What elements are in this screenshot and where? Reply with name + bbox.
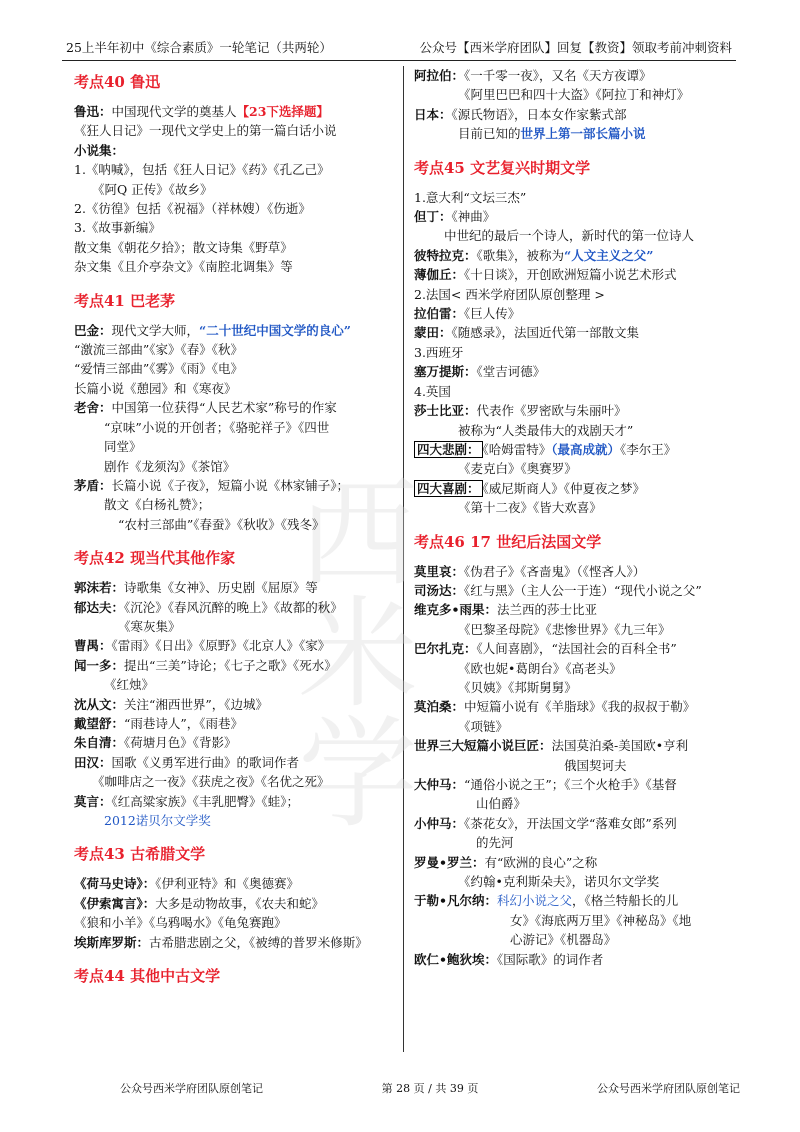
text-line: 朱自清：《荷塘月色》《背影》 [74, 735, 237, 751]
text-line: 2.法国< 西米学府团队原创整理 > [414, 286, 605, 302]
text-line: 中世纪的最后一个诗人，新时代的第一位诗人 [444, 228, 695, 244]
text-line: 薄伽丘：《十日谈》，开创欧洲短篇小说艺术形式 [414, 267, 677, 283]
left-column [74, 66, 392, 996]
text-line: 鲁迅：中国现代文学的奠基人【23下选择题】 [74, 104, 329, 119]
header-rule [62, 60, 736, 61]
text-line: 莎士比亚：代表作《罗密欧与朱丽叶》 [414, 403, 627, 419]
text-line: 山伯爵》 [476, 796, 527, 812]
text-line: “农村三部曲”《春蚕》《秋收》《残冬》 [118, 516, 325, 532]
text-line: 2.《彷徨》包括《祝福》（祥林嫂）《伤逝》 [74, 201, 311, 217]
text-line: 四大喜剧： 《威尼斯商人》《仲夏夜之梦》 [414, 479, 744, 498]
text-line: 闻一多：提出“三美”诗论；《七子之歌》《死水》 [74, 657, 337, 673]
page-number: 第 28 页 / 共 39 页 [381, 1082, 479, 1095]
text-line: 莫泊桑：中短篇小说有《羊脂球》《我的叔叔于勒》 [414, 699, 696, 715]
text-line: 同堂》 [104, 439, 142, 455]
text-line: 《约翰•克利斯朵夫》，诺贝尔文学奖 [458, 874, 660, 890]
text-line: 《麦克白》《奥赛罗》 [458, 461, 577, 477]
text-line: “激流三部曲”《家》《春》《秋》 [74, 342, 244, 358]
text-line: 莫里哀：《伪君子》《吝啬鬼》（《悭吝人》） [414, 563, 646, 579]
page-header [66, 36, 732, 56]
text-line: 欧仁•鲍狄埃：《国际歌》的词作者 [414, 951, 604, 967]
text-line: 心游记》《机器岛》 [510, 932, 617, 948]
section-title-45: 考点45 文艺复兴时期文学 [414, 158, 591, 177]
header-title: 25上半年初中《综合素质》一轮笔记（共两轮） [66, 40, 332, 55]
text-line: 《阿里巴巴和四十大盗》《阿拉丁和神灯》 [458, 87, 690, 103]
text-line: 埃斯库罗斯：古希腊悲剧之父，《被缚的普罗米修斯》 [74, 934, 368, 950]
text-line: 《狼和小羊》《乌鸦喝水》《龟兔赛跑》 [74, 915, 287, 931]
text-line: 彼特拉克：《歌集》，被称为“人文主义之父” [414, 247, 654, 263]
page-footer [120, 1080, 740, 1096]
text-line: 巴尔扎克：《人间喜剧》，“法国社会的百科全书” [414, 641, 677, 657]
section-title-40: 考点40 鲁迅 [74, 73, 161, 91]
text-line: “京味”小说的开创者；《骆驼祥子》《四世 [104, 419, 330, 435]
text-line: 田汉：国歌《义勇军进行曲》的歌词作者 [74, 754, 300, 770]
section-title-43: 考点43 古希腊文学 [74, 845, 206, 864]
text-line: 被称为“人类最伟大的戏剧天才” [458, 422, 634, 438]
text-line: 长篇小说《憩园》和《寒夜》 [74, 380, 237, 396]
text-line: 《寒灰集》 [118, 618, 181, 634]
text-line: 的先河 [476, 835, 514, 851]
text-line: 4.英国 [414, 383, 451, 399]
text-line: 3.《故事新编》 [74, 220, 161, 236]
watermark: 西米学 [278, 470, 417, 830]
text-line: 3.西班牙 [414, 344, 464, 360]
text-line: 小说集： [74, 142, 125, 158]
text-line: 日本：《源氏物语》，日本女作家紫式部 [414, 106, 627, 122]
text-line: 目前已知的世界上第一部长篇小说 [458, 126, 646, 142]
footer-right: 公众号西米学府团队原创笔记 [597, 1082, 740, 1095]
text-line: 塞万提斯：《堂吉诃德》 [414, 364, 546, 380]
text-line: 大仲马：“通俗小说之王”；《三个火枪手》《基督 [414, 777, 677, 792]
text-line: 蒙田：《随感录》，法国近代第一部散文集 [414, 325, 640, 341]
text-line: 巴金：现代文学大师，“二十世纪中国文学的良心” [74, 322, 351, 338]
text-line: 杂文集《且介亭杂文》《南腔北调集》等 [74, 259, 293, 275]
text-line: 女》《海底两万里》《神秘岛》《地 [510, 912, 692, 928]
text-line: 世界三大短篇小说巨匠：法国莫泊桑-美国欧•亨利 [414, 738, 689, 754]
text-line: 俄国契诃夫 [564, 757, 627, 773]
text-line: 戴望舒：“雨巷诗人”，《雨巷》 [74, 715, 244, 731]
text-line: 《红烛》 [104, 677, 155, 693]
text-line: 2012诺贝尔文学奖 [104, 813, 211, 828]
text-line: 散文《白杨礼赞》； [104, 497, 211, 513]
text-line: 莫言：《红高粱家族》《丰乳肥臀》《蛙》； [74, 793, 300, 809]
text-line: 四大悲剧： 《哈姆雷特》（最高成就）《李尔王》 [414, 440, 744, 459]
section-title-44: 考点44 其他中古文学 [74, 967, 221, 986]
text-line: 《巴黎圣母院》《悲惨世界》《九三年》 [458, 621, 671, 637]
text-line: 小仲马：《茶花女》，开法国文学“落难女郎”系列 [414, 815, 677, 831]
text-line: 《项链》 [458, 718, 509, 734]
text-line: 但丁：《神曲》 [414, 209, 496, 225]
text-line: 1.《呐喊》，包括《狂人日记》《药》《孔乙己》 [74, 162, 330, 178]
text-line: 《荷马史诗》：《伊利亚特》和《奥德赛》 [74, 876, 300, 892]
text-line: 老舍：中国第一位获得“人民艺术家”称号的作家 [74, 400, 337, 416]
footer-left: 公众号西米学府团队原创笔记 [120, 1082, 263, 1095]
text-line: “爱情三部曲”《雾》《雨》《电》 [74, 361, 244, 377]
text-line: 司汤达：《红与黑》（主人公一于连）“现代小说之父” [414, 582, 702, 598]
section-title-42: 考点42 现当代其他作家 [74, 549, 236, 568]
text-line: 《贝姨》《邦斯舅舅》 [458, 679, 577, 695]
text-line: 《欧也妮•葛朗台》《高老头》 [458, 660, 622, 676]
section-title-41: 考点41 巴老茅 [74, 291, 176, 310]
header-promo: 公众号【西米学府团队】回复【教资】领取考前冲刺资料 [419, 40, 732, 55]
text-line: 阿拉伯：《一千零一夜》，又名《天方夜谭》 [414, 68, 652, 83]
text-line: 散文集《朝花夕拾》；散文诗集《野草》 [74, 239, 293, 255]
text-line: 剧作《龙须沟》《茶馆》 [104, 458, 236, 474]
text-line: 《咖啡店之一夜》《获虎之夜》《名优之死》 [92, 774, 330, 790]
section-title-46: 考点46 17 世纪后法国文学 [414, 532, 602, 551]
text-line: 《第十二夜》《皆大欢喜》 [458, 500, 602, 516]
text-line: 《伊索寓言》：大多是动物故事，《农夫和蛇》 [74, 895, 325, 911]
text-line: 1.意大利“文坛三杰” [414, 189, 527, 205]
text-line: 沈从文：关注“湘西世界”，《边城》 [74, 696, 269, 712]
right-column [414, 66, 744, 969]
text-line: 维克多•雨果：法兰西的莎士比亚 [414, 602, 598, 618]
text-line: 《狂人日记》一现代文学史上的第一篇白话小说 [74, 123, 337, 139]
text-line: 茅盾：长篇小说《子夜》，短篇小说《林家铺子》； [74, 477, 350, 493]
text-line: 《阿Q 正传》《故乡》 [92, 181, 213, 197]
text-line: 拉伯雷：《巨人传》 [414, 306, 521, 322]
text-line: 郁达夫：《沉沦》《春风沉醉的晚上》《故都的秋》 [74, 599, 343, 615]
text-line: 罗曼•罗兰：有“欧洲的良心”之称 [414, 854, 598, 870]
text-line: 曹禺：《雷雨》《日出》《原野》《北京人》《家》 [74, 638, 331, 654]
text-line: 于勒•凡尔纳：科幻小说之父，《格兰特船长的儿 [414, 893, 679, 909]
text-line: 郭沫若：诗歌集《女神》、历史剧《屈原》等 [74, 580, 318, 596]
